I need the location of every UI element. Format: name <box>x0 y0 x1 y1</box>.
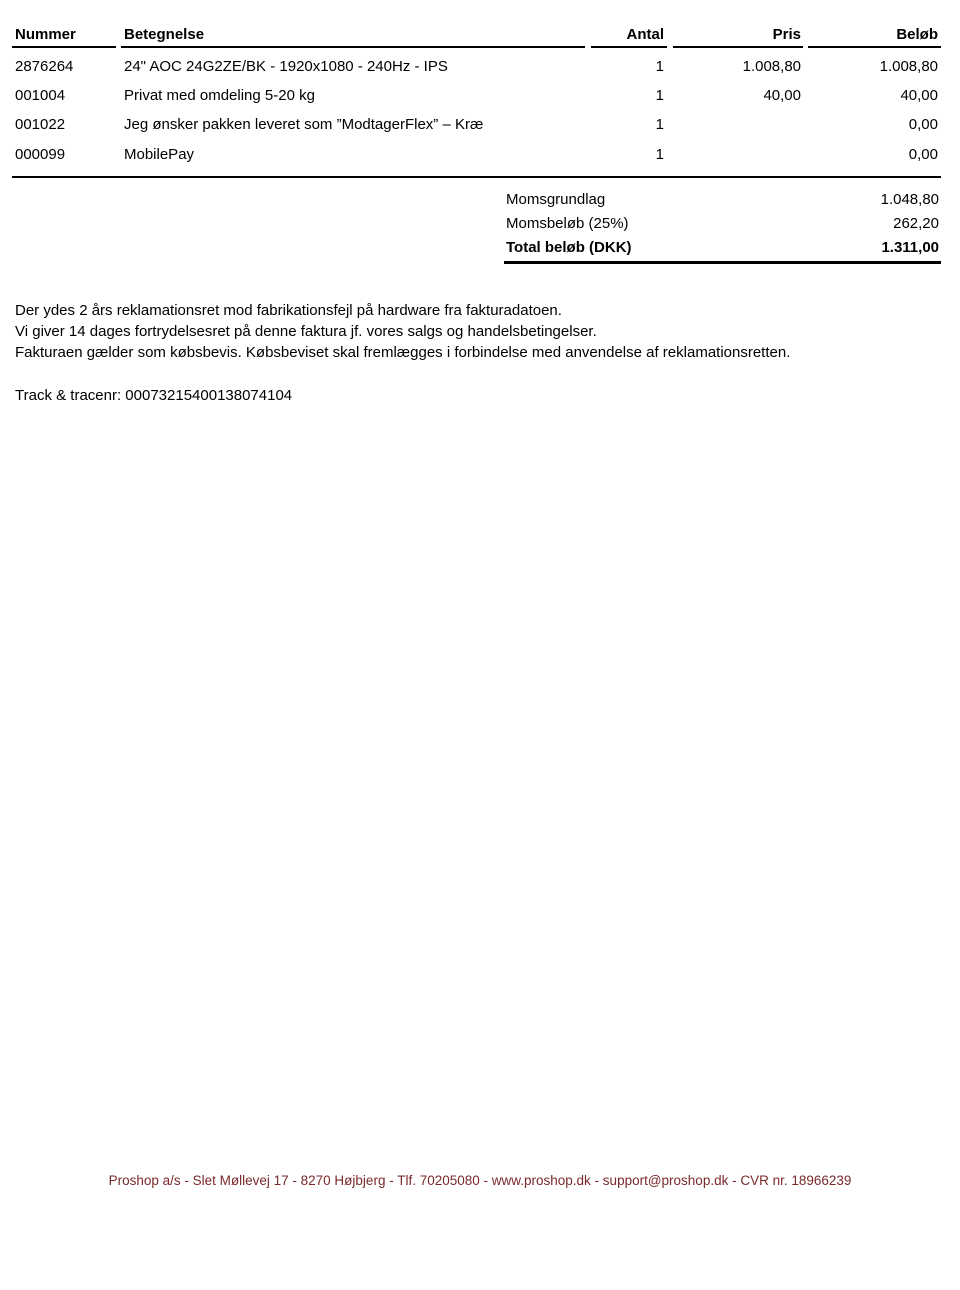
totals-vat-base-row <box>506 189 939 211</box>
totals-total-row <box>506 237 939 259</box>
row-amount: 0,00 <box>908 116 938 133</box>
row-price: 1.008,80 <box>742 58 801 75</box>
row-number: 001004 <box>15 87 66 104</box>
row-description: MobilePay <box>124 146 195 163</box>
header-number: Nummer <box>15 26 76 43</box>
row-description: Jeg ønsker pakken leveret som ”ModtagerFlex” – Kræ <box>124 116 484 133</box>
row-number: 2876264 <box>15 58 74 75</box>
row-description: Privat med omdeling 5-20 kg <box>124 87 315 104</box>
totals-bottom-rule <box>504 261 941 264</box>
tracking-number: Track & tracenr: 00073215400138074104 <box>15 387 293 404</box>
total-value: 1.311,00 <box>881 239 939 256</box>
table-row <box>0 114 960 136</box>
header-amount: Beløb <box>896 26 938 43</box>
row-amount: 0,00 <box>908 146 938 163</box>
vat-base-value: 1.048,80 <box>880 191 939 208</box>
table-row <box>0 56 960 78</box>
total-label: Total beløb (DKK) <box>506 239 632 256</box>
header-rule-description <box>121 46 585 48</box>
row-quantity: 1 <box>655 116 664 133</box>
row-quantity: 1 <box>655 58 664 75</box>
note-receipt: Fakturaen gælder som købsbevis. Købsbeviset skal fremlægges i forbindelse med anvendelse af reklamationsretten. <box>15 344 791 361</box>
table-bottom-rule <box>12 176 941 178</box>
row-amount: 40,00 <box>900 87 938 104</box>
row-amount: 1.008,80 <box>879 58 938 75</box>
header-description: Betegnelse <box>124 26 205 43</box>
header-quantity: Antal <box>626 26 664 43</box>
vat-amount-label: Momsbeløb (25%) <box>506 215 629 232</box>
row-quantity: 1 <box>655 87 664 104</box>
row-number: 001022 <box>15 116 66 133</box>
header-price: Pris <box>772 26 801 43</box>
header-rule-number <box>12 46 116 48</box>
company-footer: Proshop a/s - Slet Møllevej 17 - 8270 Højbjerg - Tlf. 70205080 - www.proshop.dk - support@proshop.dk - CVR nr. 18966239 <box>108 1173 852 1188</box>
header-rule-amount <box>808 46 941 48</box>
vat-amount-value: 262,20 <box>893 215 939 232</box>
table-row <box>0 144 960 166</box>
note-warranty: Der ydes 2 års reklamationsret mod fabrikationsfejl på hardware fra fakturadatoen. <box>15 302 562 319</box>
header-rule-price <box>673 46 803 48</box>
row-description: 24" AOC 24G2ZE/BK - 1920x1080 - 240Hz - IPS <box>124 58 448 75</box>
vat-base-label: Momsgrundlag <box>506 191 606 208</box>
row-quantity: 1 <box>655 146 664 163</box>
note-withdrawal: Vi giver 14 dages fortrydelsesret på denne faktura jf. vores salgs og handelsbetingelser. <box>15 323 597 340</box>
row-number: 000099 <box>15 146 66 163</box>
row-price: 40,00 <box>763 87 801 104</box>
header-rule-quantity <box>591 46 667 48</box>
table-row <box>0 85 960 107</box>
totals-vat-amount-row <box>506 213 939 235</box>
